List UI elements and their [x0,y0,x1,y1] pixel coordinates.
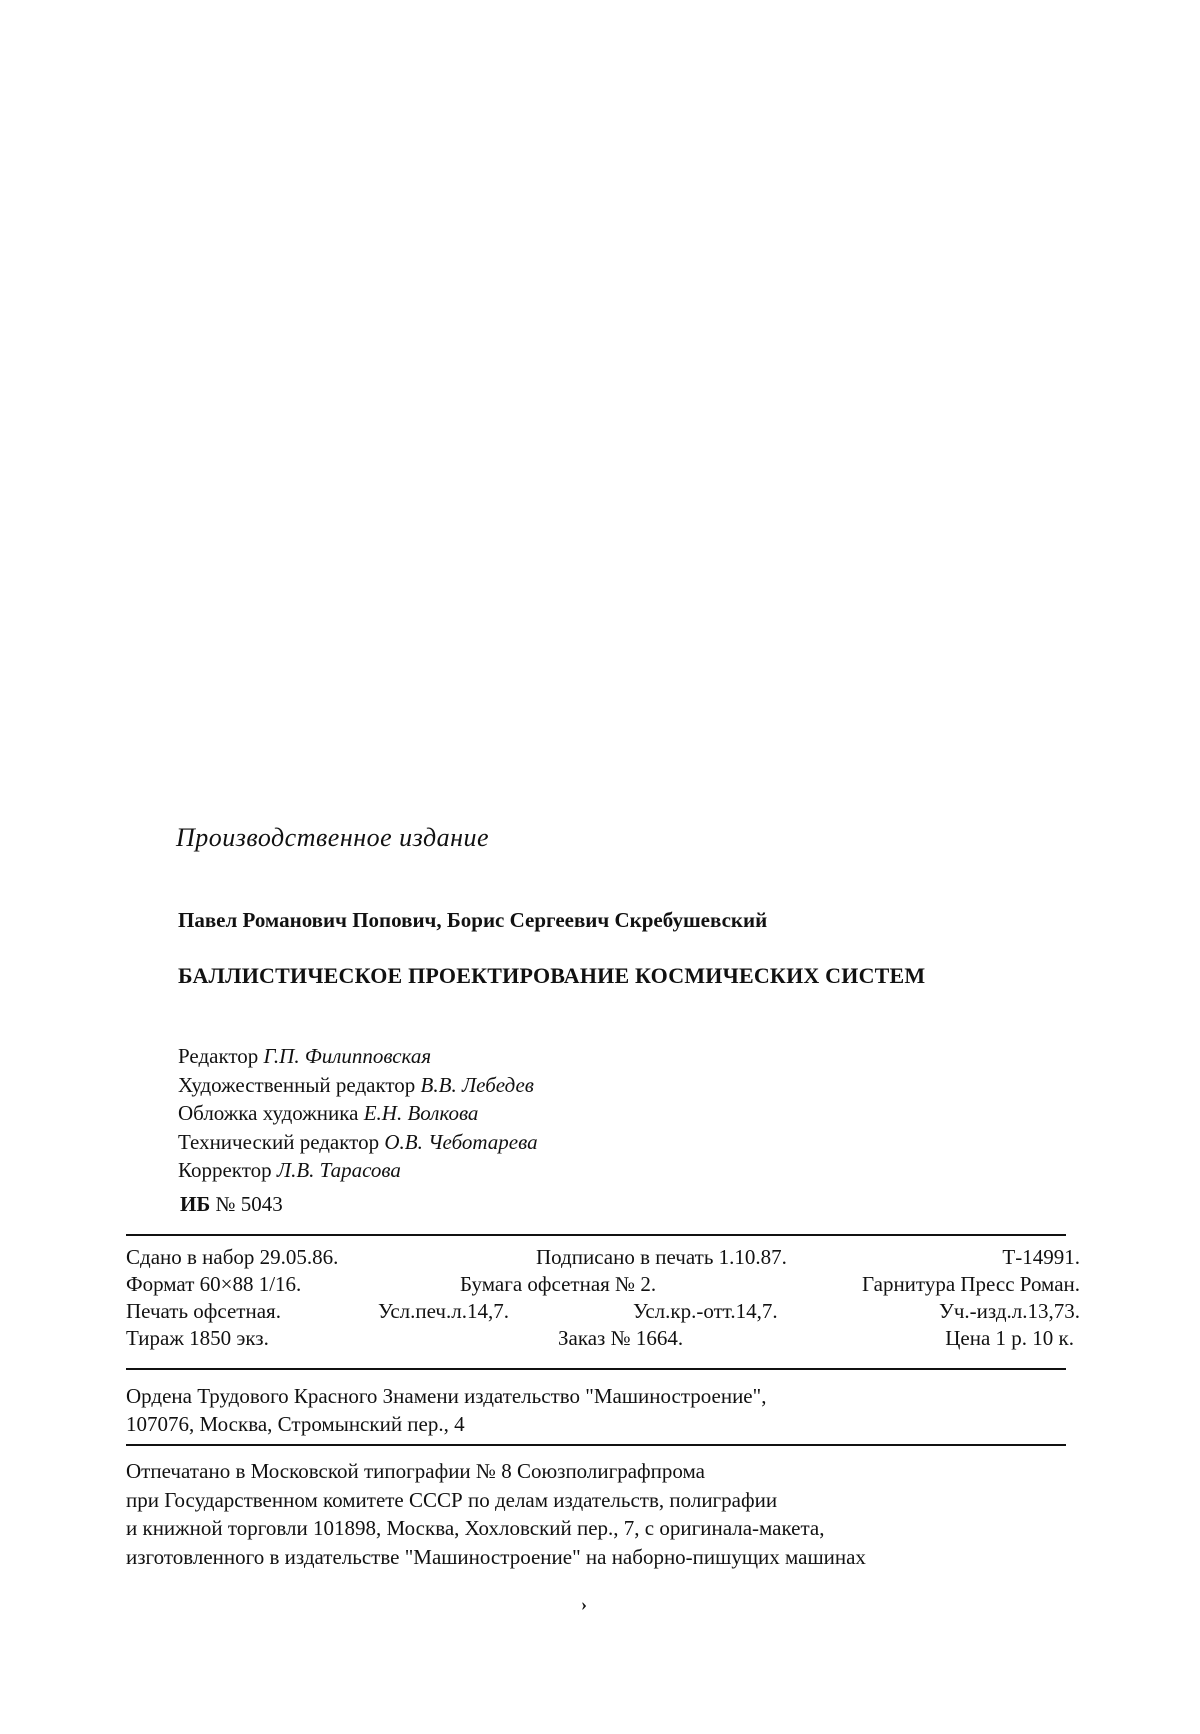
imprint-row [126,1299,1080,1326]
credit-tech-editor [178,1128,538,1157]
credit-role: Корректор [178,1158,272,1182]
printer-block [126,1457,866,1571]
publisher-block [126,1382,766,1438]
publisher-sheets: Уч.-изд.л.13,73. [939,1299,1080,1323]
imprint-row [126,1245,1080,1272]
divider-rule [126,1368,1066,1370]
credit-art-editor [178,1071,538,1100]
printer-line: изготовленного в издательстве "Машиностроение" на наборно-пишущих машинах [126,1544,866,1569]
print-run: Тираж 1850 экз. [126,1326,269,1350]
color-impressions: Усл.кр.-отт.14,7. [633,1299,778,1323]
ib-number [180,1192,283,1217]
credit-editor [178,1042,538,1071]
typeface: Гарнитура Пресс Роман. [862,1272,1080,1296]
credit-name: Г.П. Филипповская [263,1044,432,1068]
credit-name: Л.В. Тарасова [276,1158,401,1182]
credit-role: Обложка художника [178,1101,359,1125]
paper-type: Бумага офсетная № 2. [460,1272,657,1296]
credit-proofreader [178,1156,538,1185]
divider-rule [126,1234,1066,1236]
price: Цена 1 р. 10 к. [945,1326,1074,1350]
credit-name: О.В. Чеботарева [384,1129,538,1154]
credit-role: Технический редактор [178,1129,380,1154]
typeset-date: Сдано в набор 29.05.86. [126,1245,339,1269]
credits-block [178,1042,538,1185]
page-mark: › [581,1594,587,1614]
publisher-address: 107076, Москва, Стромынский пер., 4 [126,1412,465,1436]
print-method: Печать офсетная. [126,1299,281,1323]
license-code: Т-14991. [1002,1245,1080,1269]
order-number: Заказ № 1664. [558,1326,684,1350]
ib-label: ИБ [180,1192,211,1216]
divider-rule [126,1444,1066,1446]
printer-line: Отпечатано в Московской типографии № 8 Союзполиграфпрома [126,1459,705,1483]
imprint-row [126,1272,1080,1299]
print-approval-date: Подписано в печать 1.10.87. [536,1245,787,1269]
imprint-row [126,1326,1080,1353]
authors: Павел Романович Попович, Борис Сергеевич Скребушевский [178,908,768,932]
credit-role: Редактор [178,1044,259,1068]
printer-line: при Государственном комитете СССР по делам издательств, полиграфии [126,1487,778,1512]
credit-name: В.В. Лебедев [420,1072,534,1097]
ib-value: № 5043 [215,1192,283,1216]
printer-line: и книжной торговли 101898, Москва, Хохловский пер., 7, с оригинала-макета, [126,1516,825,1540]
imprint-table [126,1245,1080,1353]
printed-sheets: Усл.печ.л.14,7. [378,1299,509,1323]
book-title: БАЛЛИСТИЧЕСКОЕ ПРОЕКТИРОВАНИЕ КОСМИЧЕСКИХ СИСТЕМ [178,963,926,988]
format: Формат 60×88 1/16. [126,1272,302,1296]
credit-name: Е.Н. Волкова [363,1101,479,1125]
publisher-line: Ордена Трудового Красного Знамени издательство "Машиностроение", [126,1384,767,1408]
credit-cover-artist [178,1099,538,1128]
credit-role: Художественный редактор [178,1072,416,1097]
edition-type: Производственное издание [176,823,490,852]
